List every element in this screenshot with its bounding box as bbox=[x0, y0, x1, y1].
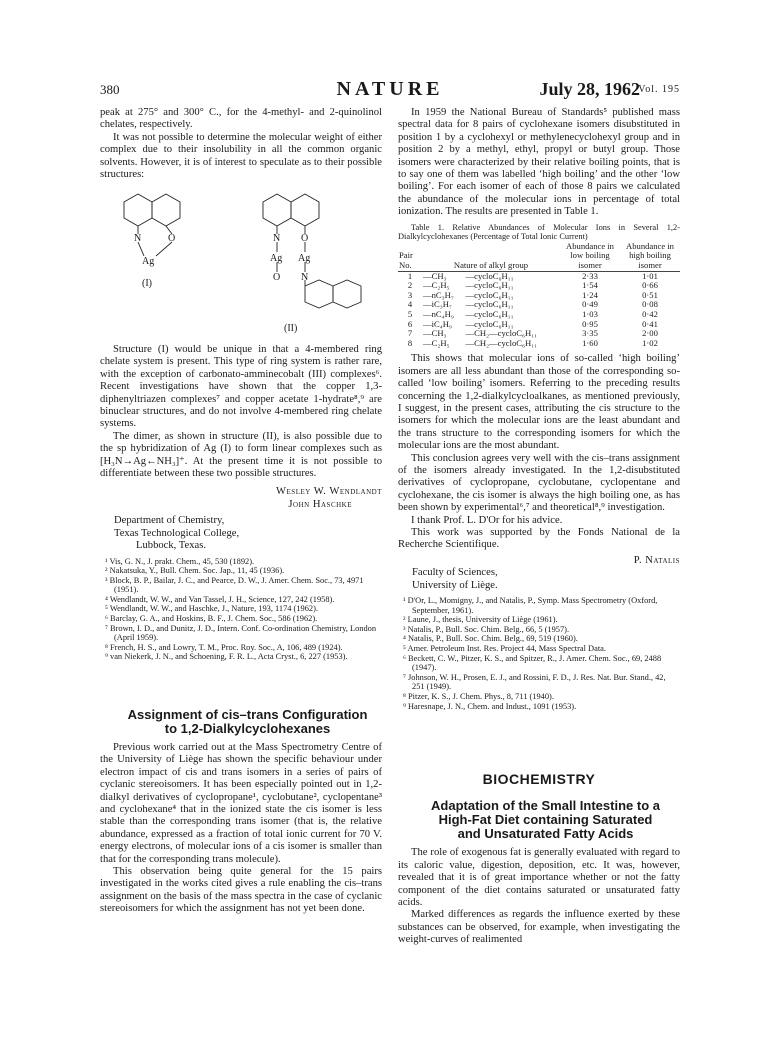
ring-ii-bottom-left bbox=[305, 280, 333, 308]
reference: ¹ Vis, G. N., J. prakt. Chem., 45, 530 (1892). bbox=[105, 556, 255, 566]
cell: 1·01 bbox=[642, 270, 658, 281]
affiliation bbox=[398, 567, 680, 592]
cell: —CH₃ bbox=[423, 328, 447, 339]
section-heading: BIOCHEMISTRY bbox=[482, 771, 596, 787]
reference: ⁴ Wendlandt, W. W., and Van Tassel, J. H., Science, 127, 242 (1958). bbox=[105, 594, 335, 604]
paragraph: This conclusion agrees very well with the cis–trans assignment of the isomers already investigated. In the 1,2-disubstituted derivatives of cyclopropane, cyclobutane, cyclopentane and cyclohexane, the cis isomer is always the high boiling one, as has been shown by experimental⁶,⁷ and theoretical⁸,⁹ investigation. bbox=[398, 452, 680, 514]
article-title: Adaptation of the Small Intestine to a bbox=[431, 798, 660, 814]
cell: —cycloC₆H₁₁ bbox=[465, 280, 514, 291]
running-header bbox=[100, 80, 680, 104]
cell: 1·03 bbox=[582, 309, 598, 319]
cell: 6 bbox=[407, 318, 413, 329]
ring-i-left bbox=[124, 194, 152, 226]
cell: 2·00 bbox=[642, 328, 658, 339]
ring-ii-top-left bbox=[263, 194, 291, 226]
cell: 0·42 bbox=[642, 309, 658, 319]
table-row bbox=[398, 339, 680, 349]
cell: 5 bbox=[407, 309, 413, 319]
atom-o: O bbox=[301, 233, 309, 244]
article-title: Assignment of cis–trans Configuration bbox=[127, 707, 368, 722]
page-number: 380 bbox=[100, 82, 120, 97]
col-header: Abundance in high boiling isomer bbox=[626, 240, 674, 271]
reference: ⁷ Johnson, W. H., Prosen, E. J., and Rossini, F. D., J. Res. Nat. Bur. Stand., 42, 251 (1949). bbox=[403, 672, 666, 692]
atom-o: O bbox=[168, 233, 176, 244]
table-caption: Table 1. Relative Abundances of Molecular Ions in Several 1,2-Dialkylcyclohexanes (Percentage of Total Ionic Current) bbox=[398, 222, 680, 242]
atom-n: N bbox=[273, 233, 281, 244]
reference: ⁶ Beckett, C. W., Pitzer, K. S., and Spitzer, R., J. Amer. Chem. Soc., 69, 2488 (1947). bbox=[403, 653, 662, 673]
journal-name: NATURE bbox=[336, 78, 444, 100]
paragraph: It was not possible to determine the molecular weight of either complex due to their insolubility in all the common organic solvents. However, it is of interest to speculate as to their possible structures: bbox=[100, 131, 382, 181]
cell: —C₂H₅ bbox=[423, 337, 450, 348]
affiliation bbox=[100, 515, 382, 552]
reference: ⁷ Brown, I. D., and Dunitz, J. D., Intern. Conf. Co-ordination Chemistry, London (April 1959). bbox=[105, 623, 377, 643]
reference: ⁹ Haresnape, J. N., Chem. and Indust., 1091 (1953). bbox=[403, 701, 577, 711]
ring-ii-bottom-right bbox=[333, 280, 361, 308]
ring-i-right bbox=[152, 194, 180, 226]
left-column-bottom bbox=[100, 708, 382, 916]
cell: 1·02 bbox=[642, 337, 658, 348]
right-column-bottom bbox=[398, 773, 680, 947]
cell: 0·41 bbox=[642, 318, 658, 329]
reference-list bbox=[398, 596, 680, 711]
cell: —cycloC₆H₁₁ bbox=[465, 309, 514, 319]
cell: —CH₂—cycloC₆H₁₁ bbox=[465, 337, 538, 348]
cell: 7 bbox=[407, 328, 413, 339]
reference: ⁶ Barclay, G. A., and Hoskins, B. F., J. Chem. Soc., 586 (1962). bbox=[105, 614, 318, 624]
atom-n: N bbox=[301, 272, 309, 283]
affiliation-line: Department of Chemistry, bbox=[114, 515, 225, 527]
cell: —cycloC₆H₁₁ bbox=[465, 270, 514, 281]
cell: 1 bbox=[407, 270, 413, 281]
affiliation-line: University of Liège. bbox=[412, 579, 498, 591]
cell: 2·33 bbox=[582, 270, 598, 281]
cell: 3·35 bbox=[582, 328, 598, 339]
reference: ³ Block, B. P., Bailar, J. C., and Pearce, D. W., J. Amer. Chem. Soc., 73, 4971 (1951). bbox=[105, 575, 364, 595]
issue-date: July 28, 1962 bbox=[539, 79, 640, 99]
col-header: Abundance in low boiling isomer bbox=[566, 240, 614, 271]
atom-n: N bbox=[134, 233, 142, 244]
structure-label-ii: (II) bbox=[284, 323, 298, 334]
reference-list bbox=[100, 557, 382, 663]
paragraph: Marked differences as regards the influence exerted by these substances can be observed, for example, when investigating the weight-curves of realimented bbox=[398, 909, 680, 946]
reference: ⁸ Pitzer, K. S., J. Chem. Phys., 8, 711 (1940). bbox=[403, 692, 554, 702]
cell: —C₂H₅ bbox=[423, 280, 450, 291]
cell: 0·08 bbox=[642, 299, 658, 310]
reference: ² Nakatsuka, Y., Bull. Chem. Soc. Jap., 11, 45 (1936). bbox=[105, 566, 285, 576]
cell: —cycloC₆H₁₁ bbox=[465, 299, 514, 310]
paragraph: The role of exogenous fat is generally evaluated with regard to its caloric value, digestion, deposition, etc. It was, however, revealed that it is of great importance whether or not the fatty component of the diet contains saturated or unsaturated fatty acids. bbox=[398, 847, 680, 909]
cell: —cycloC₆H₁₁ bbox=[465, 289, 514, 300]
affiliation-line: Faculty of Sciences, bbox=[412, 567, 498, 579]
cell: —iC₃H₇ bbox=[423, 299, 452, 310]
paragraph: This work was supported by the Fonds National de la Recherche Scientifique. bbox=[398, 527, 680, 551]
cell: —cycloC₆H₁₁ bbox=[465, 318, 514, 329]
cell: —CH₂—cycloC₆H₁₁ bbox=[465, 328, 538, 339]
cell: 8 bbox=[407, 337, 413, 348]
reference: ⁹ van Niekerk, J. N., and Schoening, F. R. L., Acta Cryst., 6, 227 (1953). bbox=[105, 652, 348, 662]
affiliation-line: Lubbock, Texas. bbox=[136, 540, 206, 552]
cell: —nC₃H₇ bbox=[423, 289, 454, 300]
paragraph: I thank Prof. L. D'Or for his advice. bbox=[411, 514, 563, 526]
paragraph: Structure (I) would be unique in that a 4-membered ring chelate system is present. This type of ring system is rather rare, with the exception of carbonato-amminecobalt (III) complexes⁶. Recent investigations have shown that the copper 1,3-diphenyltriazen complexes⁷ and copper acetate 1-hydrate⁸,⁹ are binuclear structures, and do not involve 4-membered ring chelate systems. bbox=[100, 344, 382, 430]
structure-figure bbox=[100, 186, 382, 336]
reference: ³ Natalis, P., Bull. Soc. Chim. Belg., 66, 5 (1957). bbox=[403, 624, 570, 634]
reference: ⁸ French, H. S., and Lowry, T. M., Proc. Roy. Soc., A, 106, 489 (1924). bbox=[105, 642, 343, 652]
cell: —iC₄H₉ bbox=[423, 318, 452, 329]
cell: —CH₃ bbox=[423, 270, 447, 281]
paragraph: This shows that molecular ions of so-called ‘high boiling’ isomers are all less abundant than those of the corresponding so-called ‘low boiling’ isomers. Referring to the preceding results concerning the 1,2-dialkylcycloalkanes, as mentioned previously, I suggest, in the present cases, attributing the cis structure to the isomers for which the molecular ions are the least abundant and the trans structure to the corresponding isomers for which the molecular ions are the most abundant. bbox=[398, 353, 680, 452]
cell: 0·49 bbox=[582, 299, 598, 310]
cell: 0·51 bbox=[642, 289, 658, 300]
atom-ag: Ag bbox=[270, 253, 283, 264]
reference: ² Laune, J., thesis, University of Liège (1961). bbox=[403, 615, 558, 625]
cell: 2 bbox=[407, 280, 413, 291]
cell: 4 bbox=[407, 299, 413, 310]
paragraph: The dimer, as shown in structure (II), is also possible due to the sp hybridization of Ag (I) to form linear complexes such as [H₃N→Ag←NH₃]⁺. At the present time it is not possible to differentiate between these two possible structures. bbox=[100, 430, 382, 480]
cell: 1·24 bbox=[582, 289, 598, 300]
author-signature: John Haschke bbox=[288, 498, 352, 510]
article-title: and Unsaturated Fatty Acids bbox=[457, 826, 634, 842]
author-signature: P. Natalis bbox=[633, 554, 680, 566]
affiliation-line: Texas Technological College, bbox=[114, 527, 240, 539]
cell: 3 bbox=[407, 289, 413, 300]
right-column-top bbox=[398, 107, 680, 711]
left-column-middle bbox=[100, 344, 382, 662]
cell: 0·66 bbox=[642, 280, 658, 291]
author-signature: Wesley W. Wendlandt bbox=[276, 486, 382, 498]
paragraph: Previous work carried out at the Mass Spectrometry Centre of the University of Liège has shown the specific behaviour under electron impact of cis and trans isomers in a series of pairs of cyclanic stereoisomers. It has been especially pointed out in 1,2-dialkyl derivatives of cyclopropane¹, cyclobutane², cyclopentane³ and cyclohexane⁴ that in the ionized state the cis isomer is less stable than the corresponding trans isomer (that is, the relative abundance, expressed as a fraction of total ionic current for 70 V. energy electrons, of molecular ions of a cis isomer is smaller than that for the corresponding trans molecule). bbox=[100, 742, 382, 865]
cell: —nC₄H₉ bbox=[423, 309, 454, 319]
abundance-table bbox=[398, 242, 680, 349]
col-header: Pair No. bbox=[399, 250, 413, 271]
volume: Vol. 195 bbox=[638, 84, 680, 95]
article-title: to 1,2-Dialkylcyclohexanes bbox=[164, 721, 331, 736]
ring-ii-top-right bbox=[291, 194, 319, 226]
article-title: High-Fat Diet containing Saturated bbox=[438, 812, 653, 828]
atom-ag: Ag bbox=[298, 253, 311, 264]
left-column-top bbox=[100, 107, 382, 181]
paragraph: This observation being quite general for the 15 pairs investigated in the works cited gives a rule enabling the cis–trans assignment on the basis of the mass spectra in the case of cyclanic stereoisomers for which the assignment has not yet been done. bbox=[100, 866, 382, 915]
reference: ⁴ Natalis, P., Bull. Soc. Chim. Belg., 69, 519 (1960). bbox=[403, 634, 578, 644]
cell: 0·95 bbox=[582, 318, 598, 329]
paragraph: peak at 275° and 300° C., for the 4-methyl- and 2-quinolinol chelates, respectively. bbox=[100, 107, 382, 131]
atom-ag: Ag bbox=[142, 256, 155, 267]
cell: 1·54 bbox=[582, 280, 598, 291]
reference: ⁵ Amer. Petroleum Inst. Res. Project 44, Mass Spectral Data. bbox=[403, 644, 606, 654]
cell: 1·60 bbox=[582, 337, 598, 348]
reference: ¹ D'Or, L., Momigny, J., and Natalis, P., Symp. Mass Spectrometry (Oxford, September, 1961). bbox=[403, 596, 658, 615]
reference: ⁵ Wendlandt, W. W., and Haschke, J., Nature, 193, 1174 (1962). bbox=[105, 604, 318, 614]
structure-label-i: (I) bbox=[142, 278, 152, 289]
col-header: Nature of alkyl group bbox=[453, 260, 529, 271]
paragraph: In 1959 the National Bureau of Standards⁵ published mass spectral data for 8 pairs of cyclohexane isomers disubstituted in position 1 by a cyclohexyl or methylenecyclohexyl group and in position 2 by a methyl, ethyl, propyl or butyl group. Those isomers were characterized by their relative boiling points, that is to say one of them was labelled ‘high boiling’ and the other ‘low boiling’. For each isomer of each of those 8 pairs we calculated the abundance of the molecular ions in percentage of total ionization. The results are presented in Table 1. bbox=[398, 107, 680, 218]
atom-o: O bbox=[273, 272, 281, 283]
